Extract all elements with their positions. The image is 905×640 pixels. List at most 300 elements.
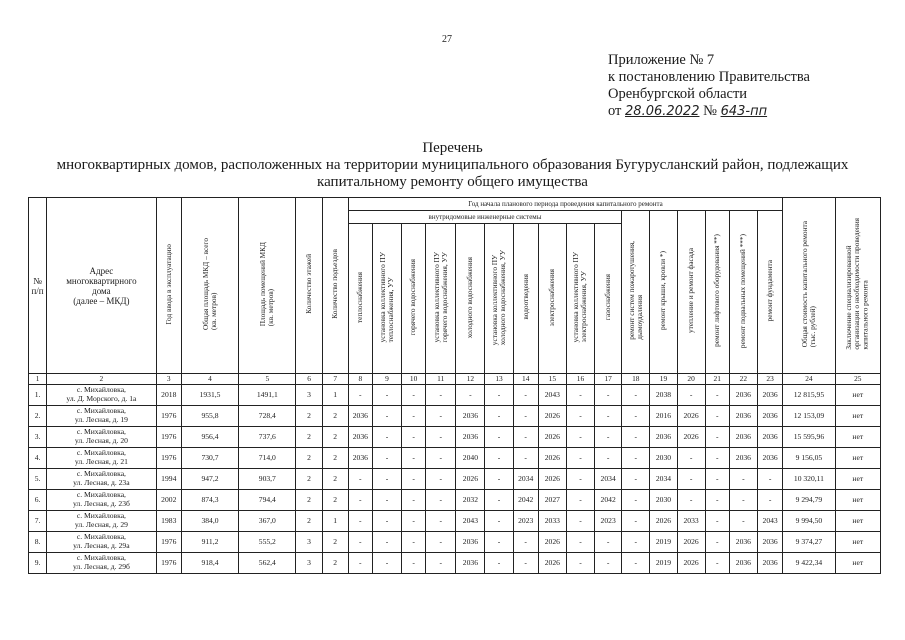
header-col21 bbox=[705, 211, 729, 374]
table-cell: - bbox=[595, 385, 622, 406]
conclusion-cell: нет bbox=[835, 406, 880, 427]
column-number-cell: 22 bbox=[729, 374, 757, 385]
table-cell: 9. bbox=[29, 553, 47, 574]
header-col24-label: Общая стоимость капитального ремонта (тыс. рублей) bbox=[799, 221, 817, 348]
cost-cell: 10 320,11 bbox=[783, 469, 835, 490]
header-col15 bbox=[538, 224, 566, 374]
table-cell: 2 bbox=[322, 448, 348, 469]
table-cell: - bbox=[622, 553, 650, 574]
appendix-line-4 bbox=[608, 103, 810, 120]
column-number-cell: 3 bbox=[156, 374, 181, 385]
table-cell: 2036 bbox=[348, 427, 372, 448]
table-cell: 1 bbox=[322, 385, 348, 406]
column-number-cell: 4 bbox=[181, 374, 238, 385]
table-cell: - bbox=[622, 490, 650, 511]
table-cell: 2 bbox=[322, 553, 348, 574]
address-cell: с. Михайловка, ул. Лесная, д. 29б bbox=[47, 553, 157, 574]
column-number-cell: 18 bbox=[622, 374, 650, 385]
table-body bbox=[29, 385, 881, 574]
table-cell: - bbox=[566, 532, 594, 553]
table-cell: 2 bbox=[296, 448, 322, 469]
table-cell: 2002 bbox=[156, 490, 181, 511]
table-cell: 2036 bbox=[456, 427, 485, 448]
table-cell: 2026 bbox=[677, 532, 705, 553]
column-number-cell: 25 bbox=[835, 374, 880, 385]
table-cell: 2042 bbox=[513, 490, 538, 511]
table-cell: 2034 bbox=[513, 469, 538, 490]
header-year-built bbox=[156, 198, 181, 374]
table-cell: 2 bbox=[296, 490, 322, 511]
appendix-block bbox=[608, 52, 810, 120]
table-cell: 555,2 bbox=[239, 532, 296, 553]
table-row bbox=[29, 427, 881, 448]
table-row bbox=[29, 553, 881, 574]
conclusion-cell: нет bbox=[835, 469, 880, 490]
table-cell: 2023 bbox=[513, 511, 538, 532]
column-number-cell: 5 bbox=[239, 374, 296, 385]
table-cell: - bbox=[426, 427, 456, 448]
table-cell: - bbox=[426, 448, 456, 469]
table-cell: - bbox=[757, 469, 782, 490]
table-cell: - bbox=[426, 385, 456, 406]
conclusion-cell: нет bbox=[835, 385, 880, 406]
table-cell: 947,2 bbox=[181, 469, 238, 490]
table-cell: - bbox=[348, 385, 372, 406]
table-cell: 2036 bbox=[757, 553, 782, 574]
header-engineering-group: внутридомовые инженерные системы bbox=[348, 211, 621, 224]
table-cell: 3 bbox=[296, 385, 322, 406]
table-cell: - bbox=[372, 448, 401, 469]
table-cell: - bbox=[402, 469, 426, 490]
table-cell: - bbox=[372, 532, 401, 553]
table-cell: 2 bbox=[296, 469, 322, 490]
table-row bbox=[29, 532, 881, 553]
column-number-cell: 14 bbox=[513, 374, 538, 385]
header-col19 bbox=[650, 211, 677, 374]
table-cell: - bbox=[348, 469, 372, 490]
address-cell: с. Михайловка, ул. Лесная, д. 29 bbox=[47, 511, 157, 532]
table-row bbox=[29, 490, 881, 511]
header-col12-label: холодного водоснабжения bbox=[465, 256, 475, 338]
table-cell: 6. bbox=[29, 490, 47, 511]
table-cell: 2 bbox=[322, 406, 348, 427]
address-cell: с. Михайловка, ул. Лесная, д. 29а bbox=[47, 532, 157, 553]
table-cell: 2036 bbox=[456, 553, 485, 574]
table-cell: - bbox=[677, 490, 705, 511]
header-entrances bbox=[322, 198, 348, 374]
table-cell: - bbox=[456, 385, 485, 406]
appendix-line-2: к постановлению Правительства bbox=[608, 69, 810, 85]
address-cell: с. Михайловка, ул. Лесная, д. 19 bbox=[47, 406, 157, 427]
table-cell: 2034 bbox=[650, 469, 677, 490]
header-col22 bbox=[729, 211, 757, 374]
table-cell: 2032 bbox=[456, 490, 485, 511]
header-col13-label: установка коллективного ПУ холодного водоснабжения, УУ bbox=[489, 249, 508, 345]
column-number-cell: 21 bbox=[705, 374, 729, 385]
table-cell: - bbox=[705, 385, 729, 406]
table-cell: - bbox=[595, 553, 622, 574]
table-cell: - bbox=[372, 490, 401, 511]
handwritten-date: 28.06.2022 bbox=[625, 104, 700, 119]
table-cell: 2036 bbox=[757, 532, 782, 553]
address-cell: с. Михайловка, ул. Лесная, д. 23б bbox=[47, 490, 157, 511]
header-col22-label: ремонт подвальных помещений ***) bbox=[738, 233, 748, 348]
table-cell: - bbox=[372, 406, 401, 427]
column-number-cell: 8 bbox=[348, 374, 372, 385]
table-cell: - bbox=[348, 490, 372, 511]
table-cell: - bbox=[485, 427, 513, 448]
table-cell: - bbox=[705, 469, 729, 490]
table-cell: - bbox=[705, 553, 729, 574]
table-cell: 2033 bbox=[538, 511, 566, 532]
table-cell: - bbox=[372, 469, 401, 490]
table-cell: 2036 bbox=[729, 406, 757, 427]
header-address: Адрес многоквартирного дома (далее – МКД) bbox=[47, 198, 157, 374]
address-cell: с. Михайловка, ул. Лесная, д. 20 bbox=[47, 427, 157, 448]
header-col25 bbox=[835, 198, 880, 374]
mkd-table bbox=[28, 197, 881, 574]
table-cell: 2030 bbox=[650, 448, 677, 469]
table-row bbox=[29, 511, 881, 532]
table-cell: 2 bbox=[322, 490, 348, 511]
table-cell: 714,0 bbox=[239, 448, 296, 469]
table-cell: 1931,5 bbox=[181, 385, 238, 406]
table-cell: - bbox=[677, 385, 705, 406]
table-cell: 730,7 bbox=[181, 448, 238, 469]
header-col9 bbox=[372, 224, 401, 374]
table-cell: - bbox=[513, 385, 538, 406]
table-cell: 2026 bbox=[538, 532, 566, 553]
table-cell: - bbox=[485, 532, 513, 553]
table-cell: 2026 bbox=[677, 427, 705, 448]
table-cell: - bbox=[705, 406, 729, 427]
table-cell: 367,0 bbox=[239, 511, 296, 532]
table-cell: - bbox=[426, 469, 456, 490]
table-cell: - bbox=[402, 532, 426, 553]
table-cell: 2 bbox=[296, 511, 322, 532]
appendix-date-prefix: от bbox=[608, 103, 626, 119]
page-number: 27 bbox=[442, 34, 452, 45]
table-cell: 2026 bbox=[538, 448, 566, 469]
cost-cell: 15 595,96 bbox=[783, 427, 835, 448]
table-cell: 874,3 bbox=[181, 490, 238, 511]
table-cell: - bbox=[705, 511, 729, 532]
table-cell: 2026 bbox=[650, 511, 677, 532]
table-cell: - bbox=[705, 448, 729, 469]
header-col14 bbox=[513, 224, 538, 374]
table-cell: - bbox=[372, 553, 401, 574]
table-cell: - bbox=[426, 490, 456, 511]
table-cell: 2 bbox=[322, 532, 348, 553]
table-cell: - bbox=[485, 553, 513, 574]
table-cell: 2016 bbox=[650, 406, 677, 427]
table-cell: 2026 bbox=[538, 427, 566, 448]
table-cell: 2036 bbox=[729, 385, 757, 406]
table-cell: 1976 bbox=[156, 406, 181, 427]
table-cell: 3 bbox=[296, 532, 322, 553]
table-cell: 2026 bbox=[538, 406, 566, 427]
table-row bbox=[29, 406, 881, 427]
title-line-1: Перечень bbox=[422, 140, 483, 156]
table-cell: - bbox=[426, 553, 456, 574]
table-cell: - bbox=[595, 532, 622, 553]
column-number-cell: 9 bbox=[372, 374, 401, 385]
header-col25-label: Заключение специализированной организации о необходимости проведения капитального ремонта bbox=[844, 218, 870, 350]
table-cell: - bbox=[372, 385, 401, 406]
table-cell: - bbox=[485, 406, 513, 427]
table-cell: 5. bbox=[29, 469, 47, 490]
header-col20-label: утепление и ремонт фасада bbox=[685, 248, 695, 334]
header-num: № п/п bbox=[29, 198, 47, 374]
table-cell: - bbox=[729, 469, 757, 490]
table-cell: 2036 bbox=[456, 406, 485, 427]
document-title bbox=[0, 140, 905, 191]
address-cell: с. Михайловка, ул. Д. Морского, д. 1а bbox=[47, 385, 157, 406]
column-number-cell: 19 bbox=[650, 374, 677, 385]
table-cell: 2036 bbox=[729, 427, 757, 448]
table-cell: 2 bbox=[322, 427, 348, 448]
table-cell: 3. bbox=[29, 427, 47, 448]
table-cell: - bbox=[402, 427, 426, 448]
table-cell: 794,4 bbox=[239, 490, 296, 511]
table-cell: 1994 bbox=[156, 469, 181, 490]
column-number-cell: 15 bbox=[538, 374, 566, 385]
table-cell: - bbox=[566, 448, 594, 469]
table-cell: 903,7 bbox=[239, 469, 296, 490]
header-col15-label: электроснабжения bbox=[547, 268, 557, 326]
conclusion-cell: нет bbox=[835, 553, 880, 574]
header-col19-label: ремонт крыши, кровли *) bbox=[658, 251, 668, 331]
header-col11-label: установка коллективного ПУ горячего водоснабжения, УУ bbox=[431, 251, 449, 343]
table-cell: - bbox=[566, 511, 594, 532]
table-cell: 2036 bbox=[757, 427, 782, 448]
table-cell: 2036 bbox=[729, 532, 757, 553]
column-number-cell: 16 bbox=[566, 374, 594, 385]
conclusion-cell: нет bbox=[835, 490, 880, 511]
header-col24 bbox=[783, 198, 835, 374]
table-cell: - bbox=[372, 427, 401, 448]
table-cell: - bbox=[566, 427, 594, 448]
header-col8 bbox=[348, 224, 372, 374]
table-cell: 1491,1 bbox=[239, 385, 296, 406]
table-cell: - bbox=[566, 385, 594, 406]
table-cell: - bbox=[705, 532, 729, 553]
table-cell: 2036 bbox=[757, 385, 782, 406]
header-col8-label: теплоснабжения bbox=[355, 271, 365, 323]
header-entrances-label: Количество подъездов bbox=[330, 249, 340, 320]
table-cell: 2033 bbox=[677, 511, 705, 532]
table-cell: 2023 bbox=[595, 511, 622, 532]
header-col23-label: ремонт фундамента bbox=[765, 260, 775, 322]
table-cell: 4. bbox=[29, 448, 47, 469]
table-row bbox=[29, 448, 881, 469]
cost-cell: 9 422,34 bbox=[783, 553, 835, 574]
header-col14-label: водоотведения bbox=[520, 274, 530, 320]
header-col17 bbox=[595, 224, 622, 374]
header-premises-area bbox=[239, 198, 296, 374]
table-cell: 2036 bbox=[456, 532, 485, 553]
table-cell: - bbox=[372, 511, 401, 532]
header-col23 bbox=[757, 211, 782, 374]
column-number-cell: 23 bbox=[757, 374, 782, 385]
table-cell: 7. bbox=[29, 511, 47, 532]
table-cell: 956,4 bbox=[181, 427, 238, 448]
table-cell: 911,2 bbox=[181, 532, 238, 553]
table-cell: 2026 bbox=[677, 553, 705, 574]
table-cell: 2. bbox=[29, 406, 47, 427]
table-cell: - bbox=[566, 490, 594, 511]
table-cell: 2030 bbox=[650, 490, 677, 511]
table-cell: - bbox=[622, 448, 650, 469]
table-cell: - bbox=[402, 490, 426, 511]
cost-cell: 12 815,95 bbox=[783, 385, 835, 406]
column-number-cell: 2 bbox=[47, 374, 157, 385]
column-number-row-group bbox=[29, 374, 881, 385]
table-cell: - bbox=[566, 553, 594, 574]
table-cell: 2026 bbox=[538, 553, 566, 574]
table-cell: 2026 bbox=[677, 406, 705, 427]
table-cell: - bbox=[402, 448, 426, 469]
table-cell: 1. bbox=[29, 385, 47, 406]
header-col16 bbox=[566, 224, 594, 374]
cost-cell: 9 994,50 bbox=[783, 511, 835, 532]
table-cell: - bbox=[348, 511, 372, 532]
table-cell: - bbox=[348, 532, 372, 553]
column-number-cell: 13 bbox=[485, 374, 513, 385]
table-cell: 2038 bbox=[650, 385, 677, 406]
table-cell: 1976 bbox=[156, 532, 181, 553]
table-row bbox=[29, 469, 881, 490]
header-col9-label: установка коллективного ПУ теплоснабжения, УУ bbox=[377, 251, 395, 343]
table-cell: 1976 bbox=[156, 448, 181, 469]
header-col10 bbox=[402, 224, 426, 374]
table-cell: 1976 bbox=[156, 427, 181, 448]
cost-cell: 9 294,79 bbox=[783, 490, 835, 511]
table-cell: 2040 bbox=[456, 448, 485, 469]
address-cell: с. Михайловка, ул. Лесная, д. 21 bbox=[47, 448, 157, 469]
header-period-group: Год начала планового периода проведения капитального ремонта bbox=[348, 198, 783, 211]
table-cell: 1976 bbox=[156, 553, 181, 574]
table-cell: - bbox=[402, 553, 426, 574]
table-cell: 2019 bbox=[650, 532, 677, 553]
table-cell: - bbox=[485, 490, 513, 511]
column-number-cell: 7 bbox=[322, 374, 348, 385]
column-number-cell: 20 bbox=[677, 374, 705, 385]
address-cell: с. Михайловка, ул. Лесная, д. 23а bbox=[47, 469, 157, 490]
title-line-3: капитальному ремонту общего имущества bbox=[317, 174, 588, 190]
cost-cell: 9 156,05 bbox=[783, 448, 835, 469]
header-floors-label: Количество этажей bbox=[303, 254, 313, 315]
table-cell: - bbox=[566, 406, 594, 427]
table-cell: - bbox=[622, 385, 650, 406]
table-cell: 918,4 bbox=[181, 553, 238, 574]
header-total-area bbox=[181, 198, 238, 374]
table-cell: - bbox=[485, 511, 513, 532]
conclusion-cell: нет bbox=[835, 427, 880, 448]
table-cell: - bbox=[677, 469, 705, 490]
table-cell: - bbox=[677, 448, 705, 469]
header-col17-label: газоснабжения bbox=[603, 274, 613, 321]
table-cell: - bbox=[485, 385, 513, 406]
table-cell: 1983 bbox=[156, 511, 181, 532]
table-cell: - bbox=[622, 427, 650, 448]
table-cell: 8. bbox=[29, 532, 47, 553]
table-cell: 384,0 bbox=[181, 511, 238, 532]
table-cell: - bbox=[622, 406, 650, 427]
table-cell: - bbox=[513, 448, 538, 469]
column-number-cell: 6 bbox=[296, 374, 322, 385]
table-cell: 2018 bbox=[156, 385, 181, 406]
table-cell: - bbox=[513, 532, 538, 553]
column-number-row bbox=[29, 374, 881, 385]
table-cell: 2027 bbox=[538, 490, 566, 511]
table-cell: - bbox=[402, 385, 426, 406]
column-number-cell: 24 bbox=[783, 374, 835, 385]
table-cell: 2036 bbox=[729, 553, 757, 574]
handwritten-number: 643-пп bbox=[720, 104, 768, 119]
table-cell: - bbox=[622, 532, 650, 553]
table-cell: - bbox=[705, 490, 729, 511]
table-cell: 2036 bbox=[757, 448, 782, 469]
table-cell: - bbox=[729, 511, 757, 532]
table-cell: 2043 bbox=[456, 511, 485, 532]
table-cell: 2036 bbox=[650, 427, 677, 448]
title-line-2: многоквартирных домов, расположенных на территории муниципального образования Бугурусланский район, подлежащих bbox=[56, 157, 849, 173]
table-cell: - bbox=[513, 406, 538, 427]
table-cell: - bbox=[513, 427, 538, 448]
header-floors bbox=[296, 198, 322, 374]
table-cell: 1 bbox=[322, 511, 348, 532]
header-col18 bbox=[622, 211, 650, 374]
conclusion-cell: нет bbox=[835, 532, 880, 553]
header-total-area-label: Общая площадь МКД – всего (кв. метров) bbox=[200, 238, 218, 331]
table-cell: - bbox=[426, 511, 456, 532]
table-cell: - bbox=[485, 469, 513, 490]
table-cell: - bbox=[513, 553, 538, 574]
table-cell: 2026 bbox=[456, 469, 485, 490]
table-cell: 3 bbox=[296, 553, 322, 574]
table-cell: - bbox=[595, 427, 622, 448]
table-cell: 955,8 bbox=[181, 406, 238, 427]
table-cell: - bbox=[485, 448, 513, 469]
table-cell: - bbox=[622, 469, 650, 490]
table-cell: 2 bbox=[296, 406, 322, 427]
table-cell: 2043 bbox=[538, 385, 566, 406]
table-cell: 2034 bbox=[595, 469, 622, 490]
column-number-cell: 17 bbox=[595, 374, 622, 385]
table-cell: - bbox=[402, 511, 426, 532]
table-cell: 2 bbox=[296, 427, 322, 448]
table-cell: - bbox=[729, 490, 757, 511]
table-cell: - bbox=[426, 532, 456, 553]
appendix-line-1: Приложение № 7 bbox=[608, 52, 715, 68]
table-cell: - bbox=[757, 490, 782, 511]
column-number-cell: 1 bbox=[29, 374, 47, 385]
table-cell: - bbox=[595, 448, 622, 469]
header-col13 bbox=[485, 224, 513, 374]
table-cell: 562,4 bbox=[239, 553, 296, 574]
table-cell: 728,4 bbox=[239, 406, 296, 427]
header-col21-label: ремонт лифтового оборудования **) bbox=[712, 234, 722, 348]
table-row bbox=[29, 385, 881, 406]
header-year-built-label: Год ввода в эксплуатацию bbox=[163, 243, 173, 325]
header-col11 bbox=[426, 224, 456, 374]
table-cell: - bbox=[595, 406, 622, 427]
table-cell: 2026 bbox=[538, 469, 566, 490]
conclusion-cell: нет bbox=[835, 448, 880, 469]
table-cell: 2036 bbox=[729, 448, 757, 469]
table-cell: - bbox=[348, 553, 372, 574]
